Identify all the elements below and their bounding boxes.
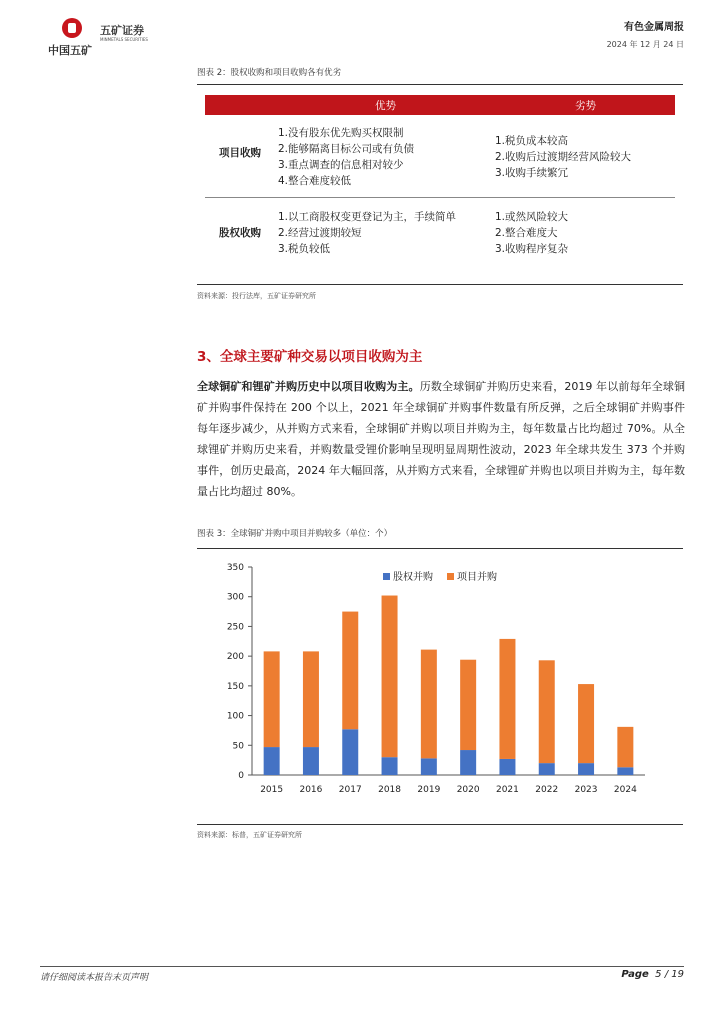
footer-disclaimer: 请仔细阅读本报告末页声明	[40, 973, 149, 983]
bar-project-2019	[421, 650, 437, 759]
bar-project-2015	[264, 651, 280, 747]
dis-cell	[495, 133, 631, 181]
figure2-caption: 图表 2：股权收购和项目收购各有优劣	[197, 68, 342, 78]
x-tick-label: 2022	[535, 785, 559, 795]
x-tick-label: 2021	[495, 785, 519, 795]
bar-project-2016	[303, 651, 319, 747]
legend-label: 股权并购	[393, 572, 433, 583]
bar-equity-2024	[617, 767, 633, 775]
legend-label: 项目并购	[457, 572, 497, 583]
bar-project-2023	[578, 684, 594, 763]
adv-item: 2.能够隔离目标公司或有负债	[278, 143, 415, 155]
x-tick-label: 2016	[299, 785, 323, 795]
y-tick-label: 0	[238, 771, 244, 781]
bar-project-2021	[499, 639, 515, 759]
dis-item: 3.收购手续繁冗	[495, 167, 569, 179]
x-tick-label: 2017	[338, 785, 362, 795]
bar-project-2017	[342, 612, 358, 730]
y-tick-label: 100	[226, 711, 244, 722]
section-paragraph	[197, 376, 685, 502]
comparison-table	[205, 95, 675, 271]
figure2-bottom-rule	[197, 284, 683, 285]
y-tick-label: 300	[226, 592, 244, 603]
page-number: 5 / 19	[655, 969, 684, 980]
dis-cell	[495, 209, 568, 257]
col-advantage: 优势	[375, 100, 396, 112]
dis-item: 1.或然风险较大	[495, 211, 569, 223]
logo-brand-text: 五矿证券	[100, 24, 144, 37]
logo-cn-text: 中国五矿	[48, 44, 92, 57]
dis-item: 2.收购后过渡期经营风险较大	[495, 151, 632, 163]
report-type: 有色金属周报	[624, 22, 684, 33]
y-tick-label: 150	[226, 681, 244, 692]
logo-emblem-icon	[62, 18, 82, 38]
figure2-top-rule	[197, 84, 683, 85]
bar-equity-2015	[264, 747, 280, 775]
y-tick-label: 50	[232, 741, 244, 752]
dis-item: 1.税负成本较高	[495, 135, 569, 147]
row-divider	[205, 197, 675, 198]
table-row	[205, 115, 675, 195]
bar-equity-2022	[539, 763, 555, 775]
bar-equity-2019	[421, 758, 437, 775]
y-tick-label: 200	[226, 652, 244, 663]
legend-swatch	[383, 573, 390, 580]
x-tick-label: 2020	[456, 785, 480, 795]
adv-cell	[278, 125, 414, 189]
adv-item: 3.税负较低	[278, 243, 331, 255]
col-disadvantage: 劣势	[575, 100, 596, 112]
report-header	[607, 18, 684, 50]
bar-project-2018	[382, 596, 398, 758]
bar-equity-2017	[342, 729, 358, 775]
x-tick-label: 2015	[260, 785, 284, 795]
table-row	[205, 201, 675, 271]
adv-item: 2.经营过渡期较短	[278, 227, 362, 239]
x-tick-label: 2018	[378, 785, 402, 795]
bar-project-2024	[617, 727, 633, 767]
y-tick-label: 350	[226, 563, 244, 573]
figure3-source: 资料来源：标普，五矿证券研究所	[197, 831, 302, 839]
dis-item: 2.整合难度大	[495, 227, 558, 239]
y-tick-label: 250	[226, 622, 244, 633]
x-tick-label: 2023	[574, 785, 598, 795]
bar-equity-2018	[382, 757, 398, 775]
table-header	[205, 95, 675, 115]
dis-item: 3.收购程序复杂	[495, 243, 569, 255]
paragraph-body: 历数全球铜矿并购历史来看，2019 年以前每年全球铜矿并购事件保持在 200 个以上，2021 年全球铜矿并购事件数量有所反弹，之后全球铜矿并购事件每年逐步减少，从并购方式来看，全球铜矿并购以项目并购为主，每年数量占比均超过 70%。从全球锂矿并购历史来看，并购数量受锂价影响呈现明显周期性波动，2023 年全球共发生 373 个并购事件，创历史最高，2024 年大幅回落，从并购方式来看，全球锂矿并购也以项目并购为主，每年数量占比均超过 80%。	[197, 380, 685, 498]
footer-rule	[40, 966, 684, 967]
adv-cell	[278, 209, 456, 257]
adv-item: 1.没有股东优先购买权限制	[278, 127, 404, 139]
bar-project-2022	[539, 660, 555, 763]
bar-equity-2016	[303, 747, 319, 775]
section-title: 3、全球主要矿种交易以项目收购为主	[197, 349, 423, 365]
mna-bar-chart	[200, 555, 660, 805]
figure3-top-rule	[197, 548, 683, 549]
adv-item: 3.重点调查的信息相对较少	[278, 159, 404, 171]
bar-project-2020	[460, 660, 476, 750]
figure3-caption: 图表 3：全球铜矿并购中项目并购较多（单位：个）	[197, 529, 393, 539]
logo-brand-en: MINMETALS SECURITIES	[100, 37, 148, 42]
x-tick-label: 2019	[417, 785, 441, 795]
bar-equity-2021	[499, 759, 515, 775]
legend-swatch	[447, 573, 454, 580]
x-tick-label: 2024	[613, 785, 637, 795]
report-date: 2024 年 12 月 24 日	[606, 40, 684, 49]
adv-item: 4.整合难度较低	[278, 175, 352, 187]
company-logo	[48, 18, 148, 58]
row-label: 股权收购	[219, 227, 261, 239]
adv-item: 1.以工商股权变更登记为主，手续简单	[278, 211, 457, 223]
paragraph-lead: 全球铜矿和锂矿并购历史中以项目收购为主。	[197, 380, 420, 393]
row-label: 项目收购	[219, 147, 261, 159]
figure3-bottom-rule	[197, 824, 683, 825]
bar-equity-2023	[578, 763, 594, 775]
page-indicator	[621, 969, 684, 980]
figure2-source: 资料来源：投行法库，五矿证券研究所	[197, 292, 316, 300]
bar-equity-2020	[460, 750, 476, 775]
page-label: Page	[621, 969, 649, 980]
